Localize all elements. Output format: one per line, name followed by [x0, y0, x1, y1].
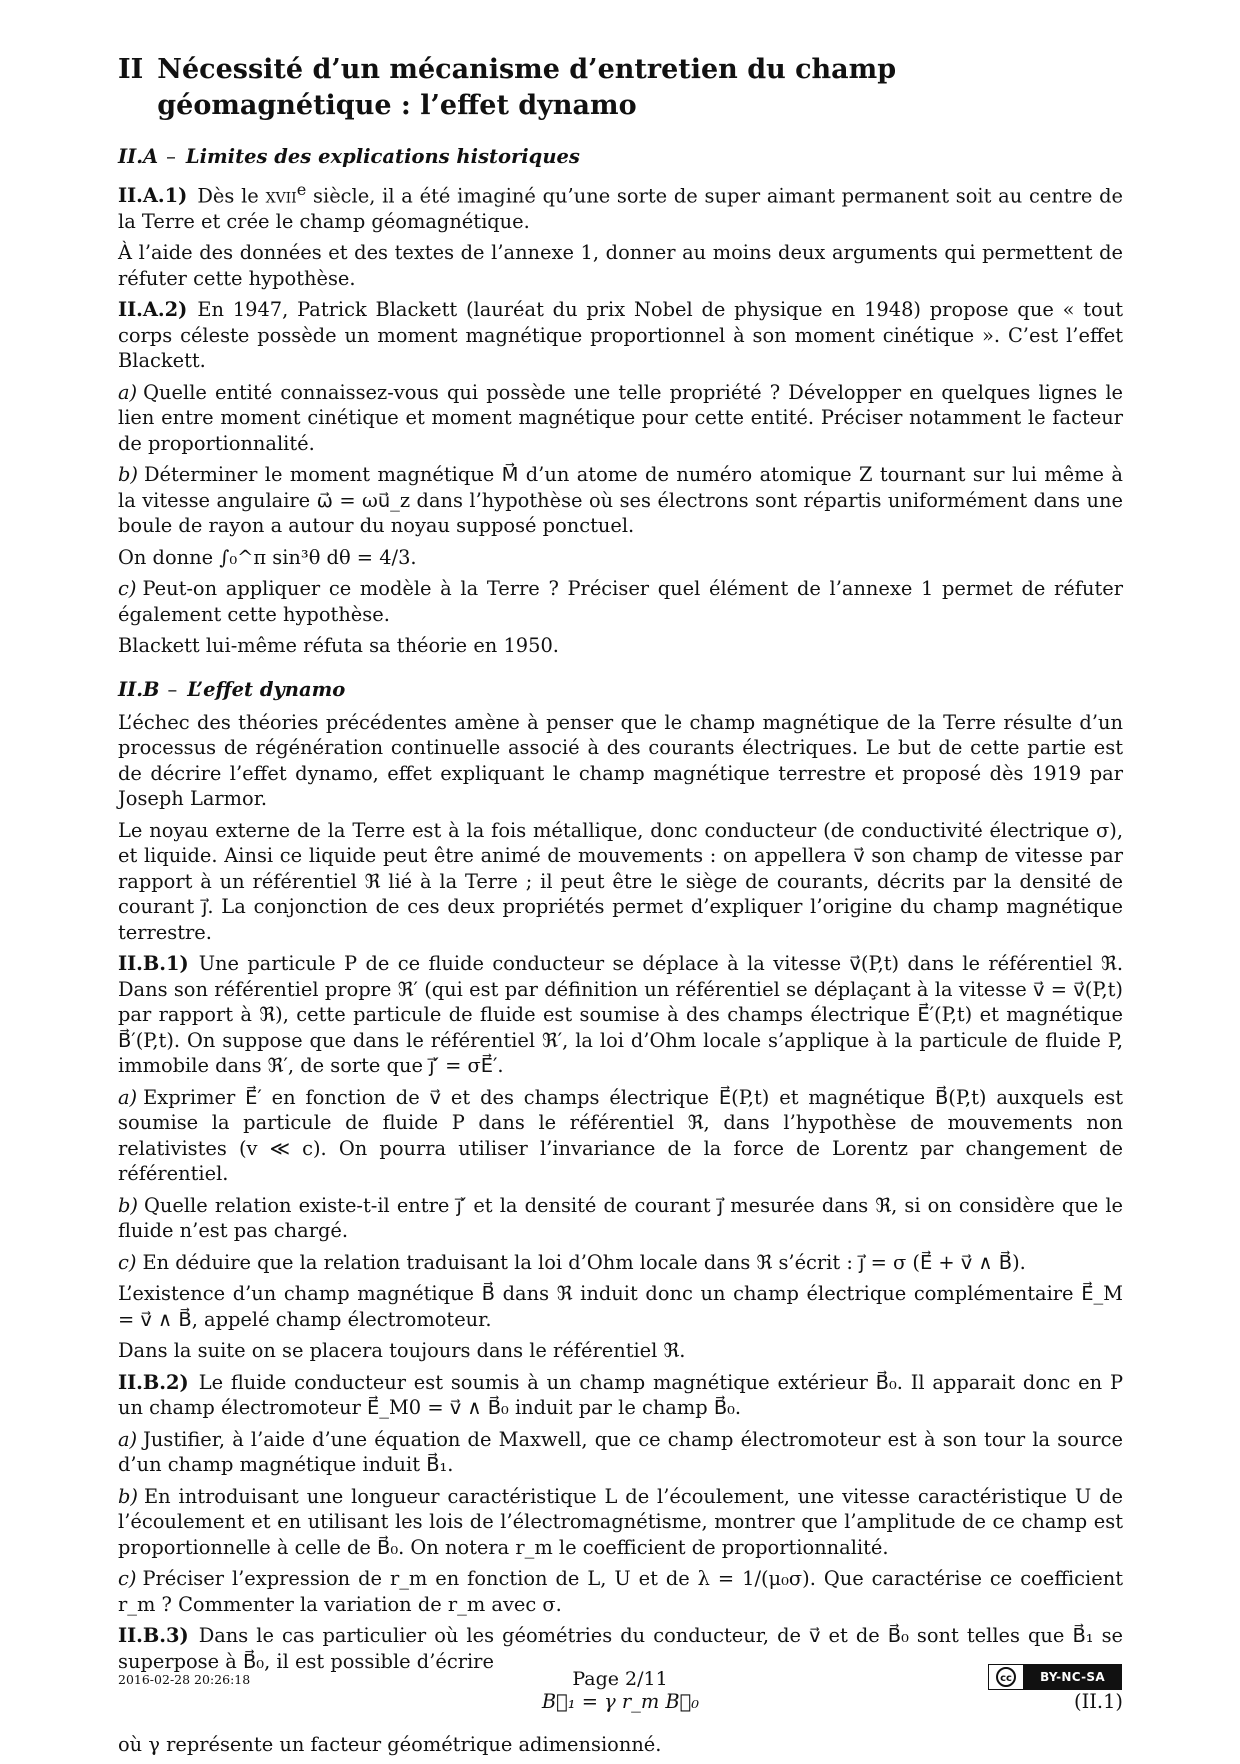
section-title: Nécessité d’un mécanisme d’entretien du champ géomagnétique : l’effet dynamo — [157, 54, 897, 121]
section-number: II — [118, 54, 144, 85]
subquestion-paragraph — [118, 462, 1123, 539]
subquestion-paragraph — [118, 1193, 1123, 1244]
subquestion-label: c) — [118, 577, 137, 601]
question-paragraph — [118, 1370, 1123, 1421]
subquestion-text: Justifier, à l’aide d’une équation de Maxwell, que ce champ électromoteur est à son tour la source d’un champ magnétique induit B⃗₁. — [118, 1427, 1123, 1477]
question-text: Dès le — [197, 184, 266, 208]
subquestion-text: En déduire que la relation traduisant la loi d’Ohm locale dans ℜ s’écrit : j⃗ = σ (E⃗ + v⃗ ∧ B⃗). — [142, 1250, 1026, 1274]
subquestion-label: b) — [118, 1193, 138, 1217]
subsection-dash: – — [166, 145, 176, 168]
question-label: II.B.2) — [118, 1370, 189, 1394]
question-text: Une particule P de ce fluide conducteur se déplace à la vitesse v⃗(P,t) dans le référentiel ℜ. Dans son référentiel propre ℜ′ (qui est par définition un référentiel se déplaçant à la vitesse v⃗ = v⃗(P,t) par rapport à ℜ), cette particule de fluide est soumise à des champs électrique E⃗′(P,t) et magnétique B⃗′(P,t). On suppose que dans le référentiel ℜ′, la loi d’Ohm locale s’applique à la particule de fluide P, immobile dans ℜ′, de sorte que j⃗′ = σE⃗′. — [118, 952, 1123, 1078]
subquestion-paragraph — [118, 1566, 1123, 1617]
section-heading — [118, 52, 1123, 124]
intro-paragraph: Le noyau externe de la Terre est à la fois métallique, donc conducteur (de conductivité électrique σ), et liquide. Ainsi ce liquide peut être animé de mouvements : on appellera v⃗ son champ de vitesse par rapport à un référentiel ℜ lié à la Terre ; il peut être le siège de courants, décrits par la densité de courant j⃗. La conjonction de ces deux propriétés permet d’expliquer l’origine du champ magnétique terrestre. — [118, 818, 1123, 944]
closing-paragraph: Blackett lui-même réfuta sa théorie en 1950. — [118, 634, 559, 658]
subquestion-label: a) — [118, 1085, 138, 1109]
footer-timestamp: 2016-02-28 20:26:18 — [118, 1672, 251, 1687]
license-terms: BY-NC-SA — [1024, 1665, 1121, 1689]
question-text: Le fluide conducteur est soumis à un champ magnétique extérieur B⃗₀. Il apparait donc en P un champ électromoteur E⃗_M0 = v⃗ ∧ B⃗₀ induit par le champ B⃗₀. — [118, 1370, 1123, 1420]
subquestion-text: Préciser l’expression de r_m en fonction de L, U et de λ = 1/(μ₀σ). Que caractérise ce coefficient r_m ? Commenter la variation de r_m avec σ. — [118, 1567, 1123, 1616]
subquestion-text: Peut-on appliquer ce modèle à la Terre ? Préciser quel élément de l’annexe 1 permet de réfuter également cette hypothèse. — [118, 577, 1123, 626]
subsection-title: Limites des explications historiques — [185, 145, 580, 168]
question-text: siècle, il a été imaginé qu’une sorte de super aimant permanent soit au centre de la Terre et crée le champ géomagnétique. — [118, 184, 1124, 233]
subsection-title: L’effet dynamo — [187, 677, 346, 701]
subsection-dash: – — [167, 677, 178, 701]
subquestion-paragraph — [118, 1085, 1123, 1187]
instruction-paragraph: À l’aide des données et des textes de l’annexe 1, donner au moins deux arguments qui permettent de réfuter cette hypothèse. — [118, 241, 1123, 290]
subsection-heading-b — [118, 677, 1123, 702]
subquestion-label: c) — [118, 1567, 137, 1591]
subquestion-paragraph — [118, 1484, 1123, 1561]
body-paragraph: L’existence d’un champ magnétique B⃗ dans ℜ induit donc un champ électrique complémentaire E⃗_M = v⃗ ∧ B⃗, appelé champ électromoteur. — [118, 1282, 1123, 1331]
subquestion-label: a) — [118, 1427, 138, 1451]
equation-tag: (II.1) — [1074, 1690, 1123, 1714]
century-superscript: e — [296, 180, 307, 199]
body-paragraph: Dans la suite on se placera toujours dans le référentiel ℜ. — [118, 1339, 686, 1363]
subquestion-paragraph — [118, 576, 1123, 627]
question-paragraph — [118, 297, 1123, 374]
question-label: II.B.1) — [118, 952, 189, 976]
subsection-number: II.A — [118, 145, 159, 168]
question-paragraph — [118, 1623, 1123, 1674]
subquestion-label: a) — [118, 380, 138, 404]
subsection-heading-a — [118, 144, 1123, 169]
intro-paragraph: L’échec des théories précédentes amène à penser que le champ magnétique de la Terre résulte d’un processus de régénération continuelle associé à des courants électriques. Le but de cette partie est de décrire l’effet dynamo, effet expliquant le champ magnétique terrestre et proposé dès 1919 par Joseph Larmor. — [118, 710, 1123, 811]
page-number: Page 2/11 — [572, 1668, 668, 1690]
question-paragraph — [118, 951, 1123, 1079]
subquestion-label: b) — [118, 1484, 138, 1508]
question-label: II.A.1) — [118, 184, 188, 208]
equation-body: B⃗₁ = γ r_m B⃗₀ — [541, 1690, 700, 1714]
question-text: Dans le cas particulier où les géométries du conducteur, de v⃗ et de B⃗₀ sont telles que B⃗₁ se superpose à B⃗₀, il est possible d’écrire — [118, 1624, 1123, 1673]
subsection-number: II.B — [118, 677, 160, 701]
century-numeral: xvii — [265, 184, 297, 208]
question-label: II.B.3) — [118, 1624, 189, 1648]
question-label: II.A.2) — [118, 298, 188, 322]
subquestion-label: b) — [118, 463, 138, 487]
subquestion-text: En introduisant une longueur caractéristique L de l’écoulement, une vitesse caractéristique U de l’écoulement et en utilisant les lois de l’électromagnétisme, montrer que l’amplitude de ce champ est proportionnelle à celle de B⃗₀. On notera r_m le coefficient de proportionnalité. — [118, 1484, 1123, 1559]
license-badge — [988, 1664, 1122, 1690]
page-content — [118, 52, 1123, 1764]
body-paragraph: où γ représente un facteur géométrique adimensionné. — [118, 1733, 662, 1757]
question-text: En 1947, Patrick Blackett (lauréat du prix Nobel de physique en 1948) propose que « tout corps céleste possède un moment magnétique proportionnel à son moment cinétique ». C’est l’effet Blackett. — [118, 298, 1123, 373]
subquestion-paragraph — [118, 1427, 1123, 1478]
given-formula: On donne ∫₀^π sin³θ dθ = 4/3. — [118, 545, 417, 569]
subquestion-paragraph — [118, 1250, 1123, 1276]
subquestion-paragraph — [118, 380, 1123, 457]
question-paragraph — [118, 177, 1123, 234]
creative-commons-icon: cc — [989, 1665, 1024, 1689]
subquestion-text: Quelle relation existe-t-il entre j⃗′ et la densité de courant j⃗ mesurée dans ℜ, si on considère que le fluide n’est pas chargé. — [118, 1193, 1123, 1243]
subquestion-text: Quelle entité connaissez-vous qui possède une telle propriété ? Développer en quelques lignes le lien entre moment cinétique et moment magnétique pour cette entité. Préciser notamment le facteur de proportionnalité. — [118, 380, 1123, 455]
subquestion-text: Exprimer E⃗′ en fonction de v⃗ et des champs électrique E⃗(P,t) et magnétique B⃗(P,t) auxquels est soumise la particule de fluide P dans le référentiel ℜ, dans l’hypothèse de mouvements non relativistes (v ≪ c). On pourra utiliser l’invariance de la force de Lorentz par changement de référentiel. — [118, 1085, 1123, 1186]
subquestion-text: Déterminer le moment magnétique M⃗ d’un atome de numéro atomique Z tournant sur lui même à la vitesse angulaire ω⃗ = ωu⃗_z dans l’hypothèse où ses électrons sont répartis uniformément dans une boule de rayon a autour du noyau supposé ponctuel. — [118, 463, 1123, 538]
display-equation — [118, 1688, 1123, 1716]
subquestion-label: c) — [118, 1250, 137, 1274]
